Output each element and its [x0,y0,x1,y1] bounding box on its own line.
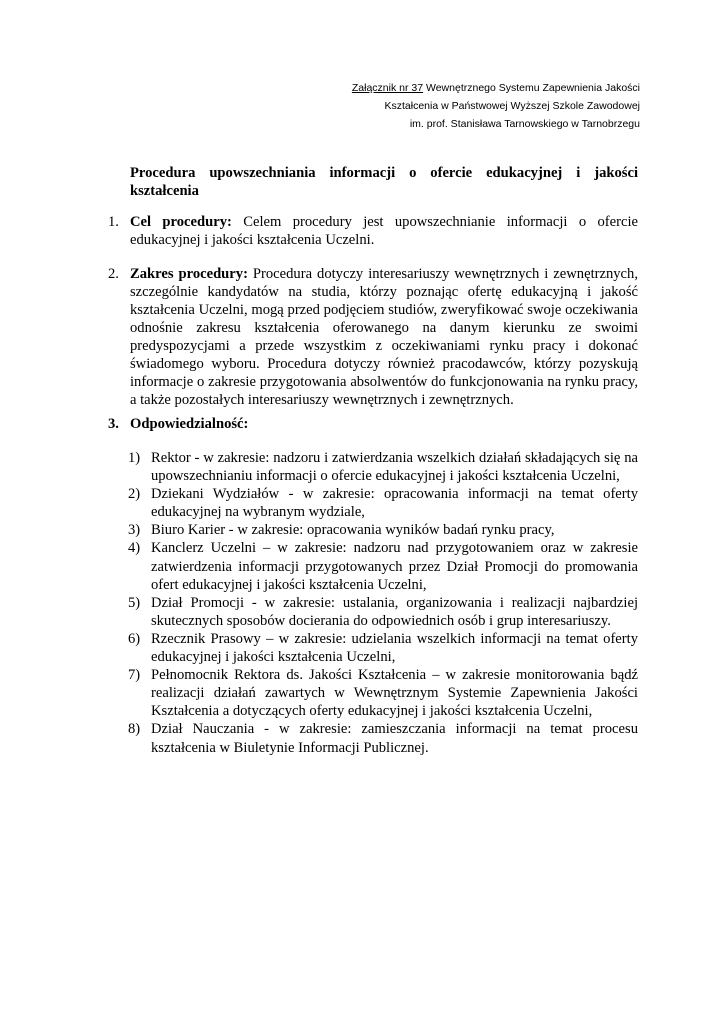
header-line-2: Kształcenia w Państwowej Wyższej Szkole Zawodowej [384,100,640,112]
title-line-1: Procedura upowszechniania informacji o ofercie edukacyjnej i jakości [130,165,638,181]
list-item-number: 1) [128,450,141,466]
list-item-number: 8) [128,721,141,738]
section-purpose [108,213,638,249]
attachment-number: Załącznik nr 37 [351,82,424,94]
section-heading: Odpowiedzialność: [130,416,249,432]
list-item-text: Dziekani Wydziałów - w zakresie: opracowania informacji na temat oferty edukacyjnej na wybranym wydziale, [151,486,638,521]
section-body [130,265,638,409]
section-scope [108,265,638,409]
section-number: 3. [108,416,119,432]
document-title [130,164,638,200]
document-header [352,79,640,133]
section-body [130,213,638,249]
list-item [128,449,638,485]
list-item-text: Biuro Karier - w zakresie: opracowania wyników badań rynku pracy, [151,522,555,539]
list-item-number: 2) [128,486,141,503]
list-item-number: 6) [128,630,141,647]
responsibility-list [128,449,638,757]
list-item-number: 3) [128,522,141,539]
section-number: 2. [108,266,119,282]
section-responsibility [108,415,638,433]
section-heading: Zakres procedury: [130,266,248,282]
section-text: Procedura dotyczy interesariuszy wewnętrznych i zewnętrznych, szczególnie kandydatów na studia, którzy poznając ofertę edukacyjną i jakość kształcenia Uczelni, mogą przed podjęciem studiów, zweryfikować swoje oczekiwania odnośnie zakresu kształcenia oferowanego na danym kierunku ze swoimi predyspozycjami a przede wszystkim z oczekiwaniami rynku pracy i dokonać świadomego wyboru. Procedura dotyczy również pracodawców, którzy pozyskują informacje o zakresie przygotowania absolwentów do funkcjonowania na rynku pracy, a także pozostałych interesariuszy wewnętrznych i zewnętrznych. [130,266,638,408]
list-item-text: Dział Promocji - w zakresie: ustalania, organizowania i realizacji najbardziej skutecznych sposobów docierania do odpowiednich osób i grup interesariuszy. [151,594,638,629]
header-line-1 [352,79,640,97]
list-item [128,630,638,666]
section-body [130,415,638,433]
list-item [128,720,638,756]
header-line-1-rest: Wewnętrznego Systemu Zapewnienia Jakości [423,82,640,94]
list-item-number: 4) [128,540,141,557]
list-item-text: Rektor - w zakresie: nadzoru i zatwierdzania wszelkich działań składających się na upowszechnianiu informacji o ofercie edukacyjnej i jakości kształcenia Uczelni, [151,450,638,485]
list-item [128,666,638,720]
header-line-3: im. prof. Stanisława Tarnowskiego w Tarnobrzegu [409,118,640,130]
list-item [128,521,638,539]
section-heading: Cel procedury: [130,214,232,230]
section-number: 1. [108,214,119,230]
section-text: Celem procedury jest upowszechnianie informacji o ofercie edukacyjnej i jakości kształcenia Uczelni. [130,214,639,248]
list-item [128,594,638,630]
list-item-text: Kanclerz Uczelni – w zakresie: nadzoru nad przygotowaniem oraz w zakresie zatwierdzenia informacji przygotowanych przez Dział Promocji do promowania ofert edukacyjnej i jakości kształcenia Uczelni, [151,540,638,593]
list-item-text: Pełnomocnik Rektora ds. Jakości Kształcenia – w zakresie monitorowania bądź realizacji działań zawartych w Wewnętrznym Systemie Zapewnienia Jakości Kształcenia a dotyczących oferty edukacyjnej i jakości kształcenia Uczelni, [151,667,638,720]
list-item [128,539,638,593]
list-item-number: 5) [128,594,141,611]
list-item-number: 7) [128,667,141,684]
list-item-text: Rzecznik Prasowy – w zakresie: udzielania wszelkich informacji na temat oferty edukacyjnej i jakości kształcenia Uczelni, [151,630,638,666]
list-item [128,485,638,521]
list-item-text: Dział Nauczania - w zakresie: zamieszczania informacji na temat procesu kształcenia w Biuletynie Informacji Publicznej. [151,721,638,756]
title-line-2: kształcenia [130,183,199,199]
